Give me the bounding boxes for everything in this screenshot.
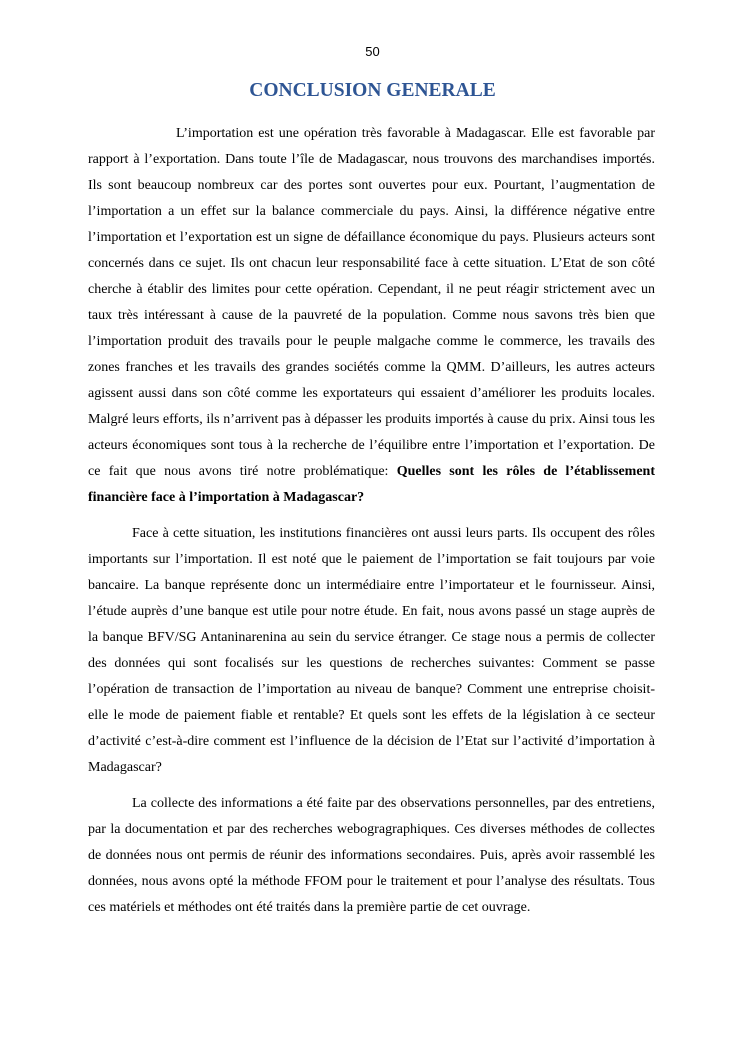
research-question: Quelles sont les rôles de l’établissement financière face à l’importation à Madagascar?	[88, 464, 655, 505]
page-title: CONCLUSION GENERALE	[249, 80, 496, 101]
paragraph-3: La collecte des informations a été faite par des observations personnelles, par des entretiens, par la documentation et par des recherches webogragraphiques. Ces diverses méthodes de collectes de données nous ont permis de réunir des informations secondaires. Puis, après avoir rassemblé les données, nous avons opté la méthode FFOM pour le traitement et pour l’analyse des résultats. Tous ces matériels et méthodes ont été traités dans la première partie de cet ouvrage.	[88, 796, 655, 915]
document-body	[88, 121, 655, 921]
paragraph-2: Face à cette situation, les institutions financières ont aussi leurs parts. Ils occupent des rôles importants sur l’importation. Il est noté que le paiement de l’importation se fait toujours par voie bancaire. La banque représente donc un intermédiaire entre l’importateur et le fournisseur. Ainsi, l’étude auprès d’une banque est utile pour notre étude. En fait, nous avons passé un stage auprès de la banque BFV/SG Antaninarenina au sein du service étranger. Ce stage nous a permis de collecter des données qui sont focalisés sur les questions de recherches suivantes: Comment se passe l’opération de transaction de l’importation au niveau de banque? Comment une entreprise choisit-elle le mode de paiement fiable et rentable? Et quels sont les effets de la législation à ce secteur d’activité c’est-à-dire comment est l’influence de la décision de l’Etat sur l’activité d’importation à Madagascar?	[88, 526, 655, 775]
paragraph-1	[88, 121, 655, 511]
paragraph-1-text: L’importation est une opération très favorable à Madagascar. Elle est favorable par rapport à l’exportation. Dans toute l’île de Madagascar, nous trouvons des marchandises importés. Ils sont beaucoup nombreux car des portes sont ouvertes pour eux. Pourtant, l’augmentation de l’importation a un effet sur la balance commerciale du pays. Ainsi, la différence négative entre l’importation et l’exportation est un signe de défaillance économique du pays. Plusieurs acteurs sont concernés dans ce sujet. Ils ont chacun leur responsabilité face à cette situation. L’Etat de son côté cherche à établir des limites pour cette opération. Cependant, il ne peut réagir strictement avec un taux très intéressant à cause de la pauvreté de la population. Comme nous savons très bien que l’importation produit des travails pour le peuple malgache comme le commerce, les travails des zones franches et les travails des grandes sociétés comme la QMM. D’ailleurs, les autres acteurs agissent aussi dans son côté comme les exportateurs qui essaient d’améliorer les produits locales. Malgré leurs efforts, ils n’arrivent pas à dépasser les produits importés à cause du prix. Ainsi tous les acteurs économiques sont tous à la recherche de l’équilibre entre l’importation et l’exportation. De ce fait que nous avons tiré notre problématique:	[88, 126, 655, 479]
page-number: 50	[365, 44, 380, 59]
